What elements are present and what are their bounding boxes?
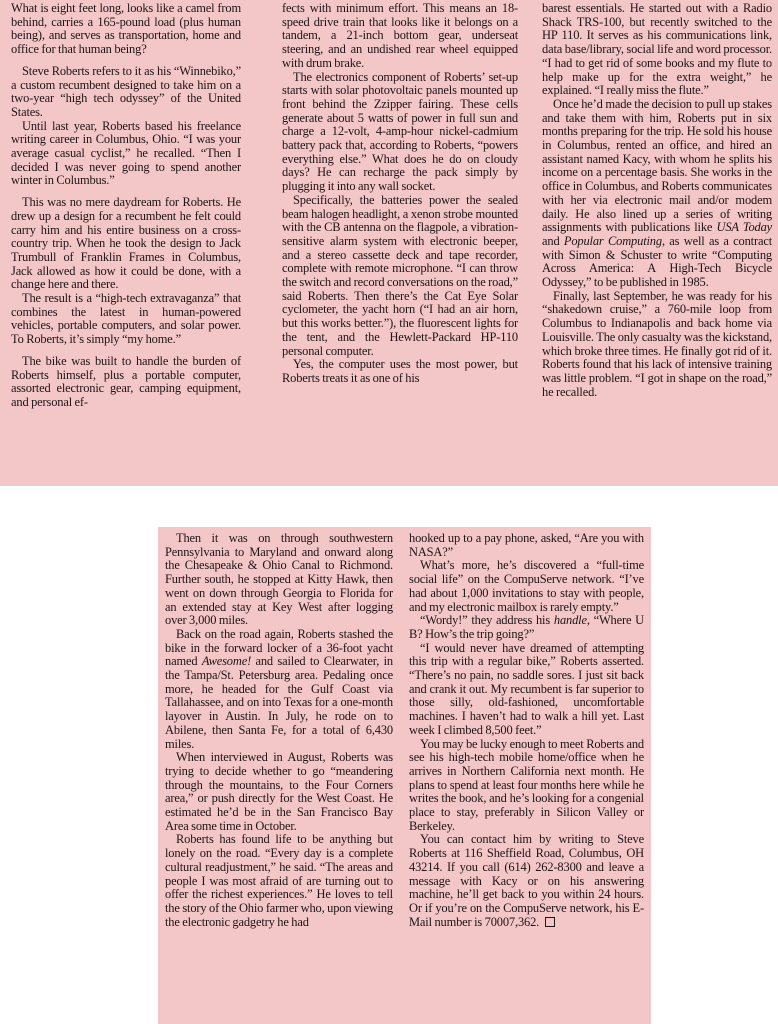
paragraph: The bike was built to handle the burden of Roberts himself, plus a portable computer, assorted electronic gear, camping equipment, and personal ef- [11,353,241,409]
paragraph: Specifically, the batteries power the sealed beam halogen headlight, a xenon strobe mounted with the CB antenna on the flagpole, a vibration-sensitive alarm system with electronic beeper, and a stereo cassette deck and tape recorder, complete with remote microphone. “I can throw the switch and record conversations on the road,” said Roberts. Then there’s the Cat Eye Solar cyclometer, the yacht horn (“I had an air horn, but this works better.”), the fluorescent lights for the tent, and the Hewlett-Packard HP-110 personal computer. [282,192,518,358]
paragraph: You may be lucky enough to meet Roberts and see his high-tech mobile home/office when he arrives in Northern California next month. He plans to spend at least four months here while he writes the book, and he’s looking for a congenial place to stay, preferably in Silicon Valley or Berkeley. [409,736,644,833]
column-1 [11,0,241,410]
paragraph: What’s more, he’s discovered a “full-time social life” on the CompuServe network. “I’ve had about 1,000 invitations to stay with people, and my electronic mailbox is rarely empty.” [409,558,644,614]
publication-title: Popular Computing [563,233,662,248]
paragraph: What is eight feet long, looks like a camel from behind, carries a 165-pound load (plus human being), and serves as transportation, home and office for that human being? [11,1,241,57]
paragraph: Finally, last September, he was ready for his “shakedown cruise,” a 760-mile loop from Columbus to Indianapolis and back home via Louisville. The only casualty was the kickstand, which broke three times. He finally got rid of it. Roberts found that his lack of intensive training was little problem. “I got in shape on the road,” he recalled. [542,288,772,399]
column-3 [542,0,772,399]
paragraph: Steve Roberts refers to it as his “Winnebiko,” a custom recumbent designed to take him on a two-year “high tech odyssey” of the United States. [11,63,241,119]
text-run: , as well as a contract with Simon & Schuster to write “Computing Across America: A High-Tech Bicycle Odyssey,” to be published in 1985. [542,233,772,290]
paragraph: fects with minimum effort. This means an 18-speed drive train that looks like it belongs on a tandem, a 21-inch bottom gear, underseat steering, and an undished rear wheel equipped with drum brake. [282,1,518,70]
publication-title: USA Today [716,220,773,235]
paragraph [409,614,644,641]
paragraph: barest essentials. He started out with a Radio Shack TRS-100, but recently switched to the HP 110. It serves as his communications link, data base/library, social life and word processor. “I had to get rid of some books and my flute to help make up for the extra weight,” he explained. “I really miss the flute.” [542,1,772,98]
paragraph [409,833,644,929]
paragraph [542,98,772,290]
bottom-article-panel [158,527,651,1024]
paragraph: Until last year, Roberts based his freelance writing career in Columbus, Ohio. “I was your average casual cyclist,” he recalled. “Then I decided I was never going to spend another winter in Columbus.” [11,118,241,188]
paragraph [165,628,393,751]
text-run: and [542,233,564,248]
paragraph: hooked up to a pay phone, asked, “Are you with NASA?” [409,531,644,559]
column-5 [409,527,644,929]
text-run: “Where U B? How’s the trip going?” [409,613,644,641]
text-run: “Wordy!” they address his [420,613,551,628]
column-4 [165,527,393,929]
paragraph: Then it was on through southwestern Pennsylvania to Maryland and onward along the Chesapeake & Ohio Canal to Richmond. Further south, he stopped at Kitty Hawk, then went on down through Georgia to Florida for an extended stay at Key West after logging over 3,000 miles. [165,531,393,628]
yacht-name: Awesome! [201,654,252,669]
paragraph: Yes, the computer uses the most power, but Roberts treats it as one of his [282,357,518,385]
paragraph: The electronics component of Roberts’ set-up starts with solar photovoltaic panels mounted up front behind the Zzipper fairing. These cells generate about 5 watts of power in full sun and charge a 12-volt, 4-amp-hour nickel-cadmium battery pack that, according to Roberts, “powers everything else.” What does he do on cloudy days? He can recharge the pack simply by plugging it into any wall socket. [282,69,518,194]
paragraph: This was no mere daydream for Roberts. He drew up a design for a recumbent he felt could carry him and his entire business on a cross-country trip. When he took the design to Jack Trumbull of Franklin Frames in Columbus, Jack allowed as how it could be done, with a change here and there. [11,195,241,292]
paragraph: When interviewed in August, Roberts was trying to decide whether to go “meandering through the mountains, to the Four Corners area,” or push directly for the West Coast. He estimated he’d be in the San Francisco Bay Area some time in October. [165,750,393,833]
text-run: Once he’d made the decision to pull up stakes and take them with him, Roberts put in six months preparing for the trip. He sold his house in Columbus, rented an office, and hired an assistant named Kacy, with whom he splits his income on a percentage basis. She works in the office in Columbus, and Roberts communicates with her via electronic mail and/or modem daily. He also lined up a series of writing assignments with publications like [542,96,772,235]
text-run: You can contact him by writing to Steve Roberts at 116 Sheffield Road, Columbus, OH 43214. If you call (614) 262-8300 and leave a message with Kacy or on his answering machine, he’ll get back to you within 24 hours. Or if you’re on the CompuServe network, his E-Mail number is 70007,362. [409,832,644,929]
text-run: and sailed to Clearwater, in the Tampa/St. Petersburg area. Pedaling once more, he headed for the Gulf Coast via Tallahassee, and on into Texas for a one-month layover in Austin. In July, he rode on to Abilene, then Santa Fe, for a total of 6,430 miles. [165,654,393,751]
paragraph: The result is a “high-tech extravaganza” that combines the latest in human-powered vehicles, portable computers, and solar power. To Roberts, it’s simply “my home.” [11,291,241,347]
text-run: Back on the road again, Roberts stashed the bike in the forward locker of a 36-foot yacht named [165,626,393,669]
paragraph: Roberts has found life to be anything but lonely on the road. “Every day is a complete cultural readjustment,” he said. “The areas and people I was most afraid of are turning out to offer the richest experiences.” He loves to tell the story of the Ohio farmer who, upon viewing the electronic gadgetry he had [165,832,393,929]
top-article-panel [0,0,778,486]
column-2 [282,0,518,386]
handle-term: handle, [553,613,590,628]
end-of-article-mark [545,917,555,927]
paragraph: “I would never have dreamed of attempting this trip with a regular bike,” Roberts asserted. “There’s no pain, no saddle sores. I just sit back and crank it out. My recumbent is far superior to those silly, old-fashioned, uncomfortable machines. I haven’t had to walk a hill yet. Last week I climbed 8,500 feet.” [409,640,644,737]
